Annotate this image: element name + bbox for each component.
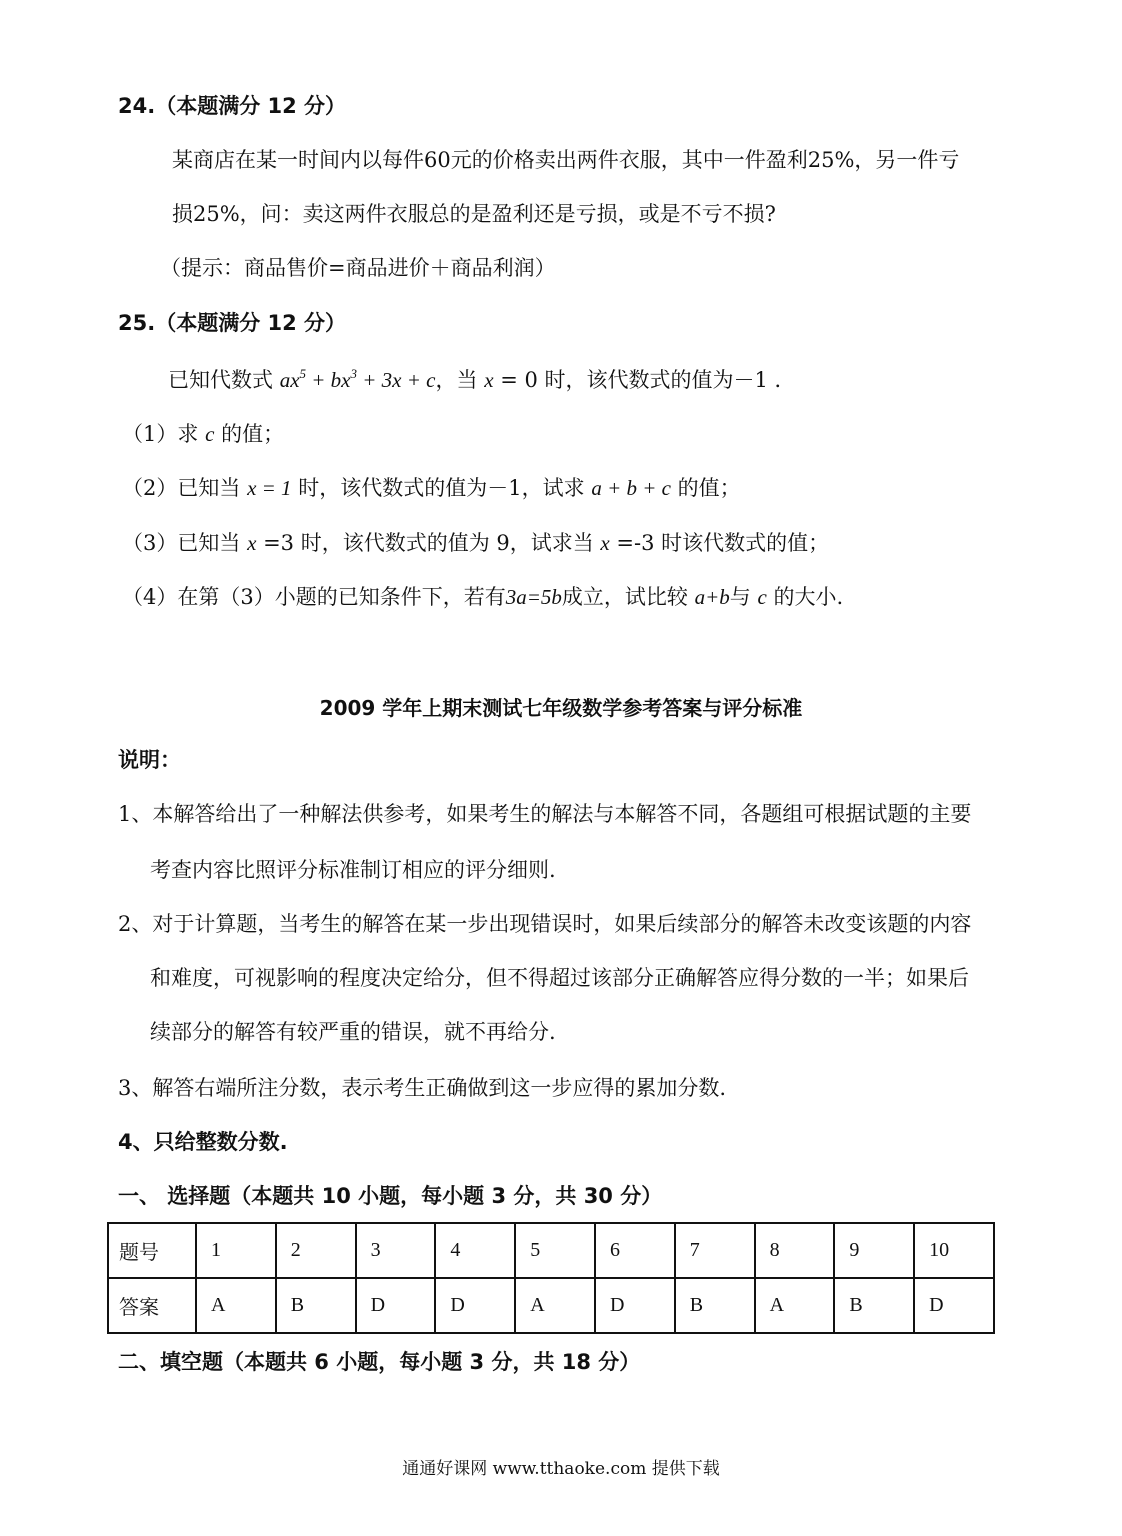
intro-mid: ，当 (435, 368, 478, 392)
expression-a-plus-b: a+b (694, 585, 730, 609)
answer-cell: A (515, 1278, 595, 1333)
term-ax: ax (279, 368, 300, 392)
note-1-line-1: 1、本解答给出了一种解法供参考，如果考生的解法与本解答不同，各题组可根据试题的主要 (118, 802, 972, 826)
part-4-suffix: 的大小. (773, 585, 844, 609)
answer-cell: D (435, 1278, 515, 1333)
part-1-prefix: （1）求 (122, 422, 199, 446)
table-row-answers (108, 1278, 994, 1333)
note-2-line-2: 和难度，可视影响的程度决定给分，但不得超过该部分正确解答应得分数的一半；如果后 (150, 966, 969, 990)
question-25-title: 25.（本题满分 12 分） (118, 311, 347, 335)
part-3-prefix: （3）已知当 (122, 531, 241, 555)
question-number-cell: 1 (196, 1223, 276, 1278)
answer-cell: A (196, 1278, 276, 1333)
answer-cell: B (675, 1278, 755, 1333)
section-1-title: 一、 选择题（本题共 10 小题，每小题 3 分，共 30 分） (118, 1184, 663, 1208)
intro-suffix: = 0 时，该代数式的值为－1 ． (493, 368, 796, 392)
exponent-5: 5 (299, 366, 307, 381)
question-25-part-4 (122, 583, 843, 611)
notes-label: 说明： (118, 748, 181, 772)
question-number-cell: 2 (276, 1223, 356, 1278)
variable-c: c (205, 422, 215, 446)
row-label-number: 题号 (108, 1223, 196, 1278)
part-2-suffix: 的值； (677, 476, 741, 500)
note-3: 3、解答右端所注分数，表示考生正确做到这一步应得的累加分数. (118, 1076, 727, 1100)
answer-cell: D (356, 1278, 436, 1333)
question-number-cell: 10 (914, 1223, 994, 1278)
part-4-mid: 成立，试比较 (561, 585, 688, 609)
answer-cell: D (914, 1278, 994, 1333)
part-2-mid: 时，该代数式的值为－1，试求 (298, 476, 585, 500)
term-bx: + bx (306, 368, 351, 392)
part-2-prefix: （2）已知当 (122, 476, 241, 500)
answer-cell: D (595, 1278, 675, 1333)
note-2-line-1: 2、对于计算题，当考生的解答在某一步出现错误时，如果后续部分的解答未改变该题的内容 (118, 912, 972, 936)
expression-a-plus-b-plus-c: a + b + c (591, 476, 671, 500)
page-footer: 通通好课网 www.tthaoke.com 提供下载 (402, 1459, 720, 1479)
note-4: 4、只给整数分数. (118, 1130, 288, 1154)
variable-x: x (484, 368, 494, 392)
question-number-cell: 9 (834, 1223, 914, 1278)
polynomial-expression (280, 368, 436, 392)
part-4-prefix: （4）在第（3）小题的已知条件下，若有 (122, 585, 506, 609)
question-24-body-line-2: 损25%，问：卖这两件衣服总的是盈利还是亏损，或是不亏不损? (172, 202, 776, 226)
answer-cell: B (276, 1278, 356, 1333)
term-rest: + 3x + c (357, 368, 436, 392)
part-4-mid-2: 与 (729, 585, 751, 609)
part-3-mid: =3 时，该代数式的值为 9，试求当 (256, 531, 594, 555)
exponent-3: 3 (350, 366, 358, 381)
question-25-intro (168, 366, 796, 394)
question-number-cell: 6 (595, 1223, 675, 1278)
variable-x: x (247, 531, 257, 555)
question-number-cell: 4 (435, 1223, 515, 1278)
answers-title: 2009 学年上期末测试七年级数学参考答案与评分标准 (319, 696, 803, 720)
answer-cell: B (834, 1278, 914, 1333)
intro-prefix: 已知代数式 (168, 368, 273, 392)
question-25-part-2 (122, 474, 741, 502)
question-number-cell: 8 (755, 1223, 835, 1278)
question-number-cell: 5 (515, 1223, 595, 1278)
equation-3a-5b: 3a=5b (505, 585, 562, 609)
question-25-part-1 (122, 420, 284, 448)
variable-x: x (600, 531, 610, 555)
variable-c: c (757, 585, 767, 609)
note-2-line-3: 续部分的解答有较严重的错误，就不再给分. (150, 1020, 556, 1044)
table-row-numbers (108, 1223, 994, 1278)
question-number-cell: 7 (675, 1223, 755, 1278)
question-24-body-line-1: 某商店在某一时间内以每件60元的价格卖出两件衣服，其中一件盈利25%，另一件亏 (172, 148, 960, 172)
part-3-suffix: =-3 时该代数式的值； (609, 531, 830, 555)
condition-x-equals-1: x = 1 (247, 476, 292, 500)
question-24-hint: （提示：商品售价=商品进价＋商品利润） (160, 256, 556, 280)
question-number-cell: 3 (356, 1223, 436, 1278)
question-24-title: 24.（本题满分 12 分） (118, 94, 347, 118)
part-1-suffix: 的值； (221, 422, 285, 446)
section-2-title: 二、填空题（本题共 6 小题，每小题 3 分，共 18 分） (118, 1350, 641, 1374)
row-label-answer: 答案 (108, 1278, 196, 1333)
question-25-part-3 (122, 529, 829, 557)
answer-table (107, 1222, 995, 1334)
answer-cell: A (755, 1278, 835, 1333)
note-1-line-2: 考查内容比照评分标准制订相应的评分细则. (150, 858, 556, 882)
